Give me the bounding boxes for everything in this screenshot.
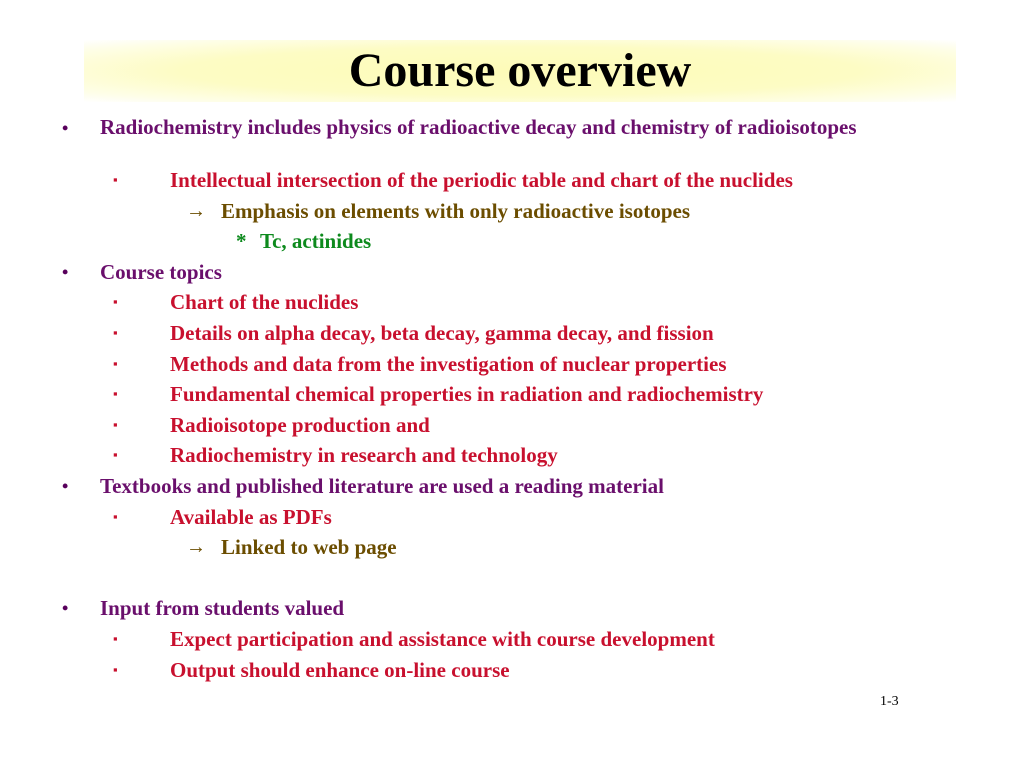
bullet-text: Textbooks and published literature are used a reading material — [100, 473, 664, 498]
sub-bullet-item — [0, 624, 1024, 655]
square-bullet-icon: ▪ — [113, 508, 118, 524]
slide-content — [0, 113, 1024, 685]
square-bullet-icon: ▪ — [113, 386, 118, 402]
sub-bullet-text: Expect participation and assistance with course development — [170, 626, 715, 651]
square-bullet-icon: ▪ — [113, 630, 118, 646]
arrow-bullet-text: Emphasis on elements with only radioactive isotopes — [221, 198, 691, 223]
sub-bullet-text: Methods and data from the investigation of nuclear properties — [170, 351, 727, 376]
arrow-bullet-item — [0, 196, 1024, 227]
sub-bullet-item — [0, 502, 1024, 533]
sub-bullet-text: Fundamental chemical properties in radiation and radiochemistry — [170, 382, 764, 407]
bullet-dot-icon: • — [62, 261, 69, 282]
bullet-text: Course topics — [100, 259, 222, 284]
square-bullet-icon: ▪ — [113, 661, 118, 677]
bullet-text: Radiochemistry includes physics of radioactive decay and chemistry of radioisotopes — [100, 115, 857, 139]
bullet-item — [0, 471, 1024, 502]
arrow-right-icon: → — [186, 536, 206, 559]
square-bullet-icon: ▪ — [113, 355, 118, 371]
square-bullet-icon: ▪ — [113, 172, 118, 187]
asterisk-icon: * — [236, 229, 247, 254]
square-bullet-icon: ▪ — [113, 447, 118, 463]
arrow-bullet-text: Linked to web page — [221, 535, 397, 560]
bullet-item — [0, 113, 1024, 165]
slide-number: 1-3 — [880, 694, 899, 709]
square-bullet-icon: ▪ — [113, 294, 118, 310]
sub-bullet-text: Radiochemistry in research and technology — [170, 443, 558, 468]
sub-bullet-text: Intellectual intersection of the periodic table and chart of the nuclides — [170, 168, 793, 192]
sub-bullet-item — [0, 655, 1024, 686]
sub-bullet-item — [0, 410, 1024, 441]
sub-bullet-item — [0, 349, 1024, 380]
sub-bullet-text: Radioisotope production and — [170, 412, 430, 437]
sub-bullet-item — [0, 318, 1024, 349]
arrow-bullet-item — [0, 532, 1024, 563]
bullet-dot-icon: • — [62, 475, 69, 496]
bullet-dot-icon: • — [62, 598, 69, 619]
sub-bullet-text: Available as PDFs — [170, 504, 332, 529]
star-bullet-item — [0, 226, 1024, 257]
slide-title: Course overview — [348, 44, 692, 97]
bullet-item — [0, 593, 1024, 624]
square-bullet-icon: ▪ — [113, 416, 118, 432]
sub-bullet-item — [0, 165, 1024, 196]
blank-line — [0, 563, 1024, 594]
bullet-text: Input from students valued — [100, 596, 345, 621]
square-bullet-icon: ▪ — [113, 324, 118, 340]
bullet-item — [0, 257, 1024, 288]
sub-bullet-item — [0, 440, 1024, 471]
sub-bullet-text: Details on alpha decay, beta decay, gamma decay, and fission — [170, 320, 714, 345]
sub-bullet-item — [0, 379, 1024, 410]
bullet-dot-icon: • — [62, 118, 69, 138]
star-bullet-text: Tc, actinides — [260, 229, 372, 254]
sub-bullet-text: Output should enhance on-line course — [170, 657, 510, 682]
sub-bullet-text: Chart of the nuclides — [170, 290, 359, 315]
arrow-right-icon: → — [186, 199, 206, 222]
sub-bullet-item — [0, 287, 1024, 318]
